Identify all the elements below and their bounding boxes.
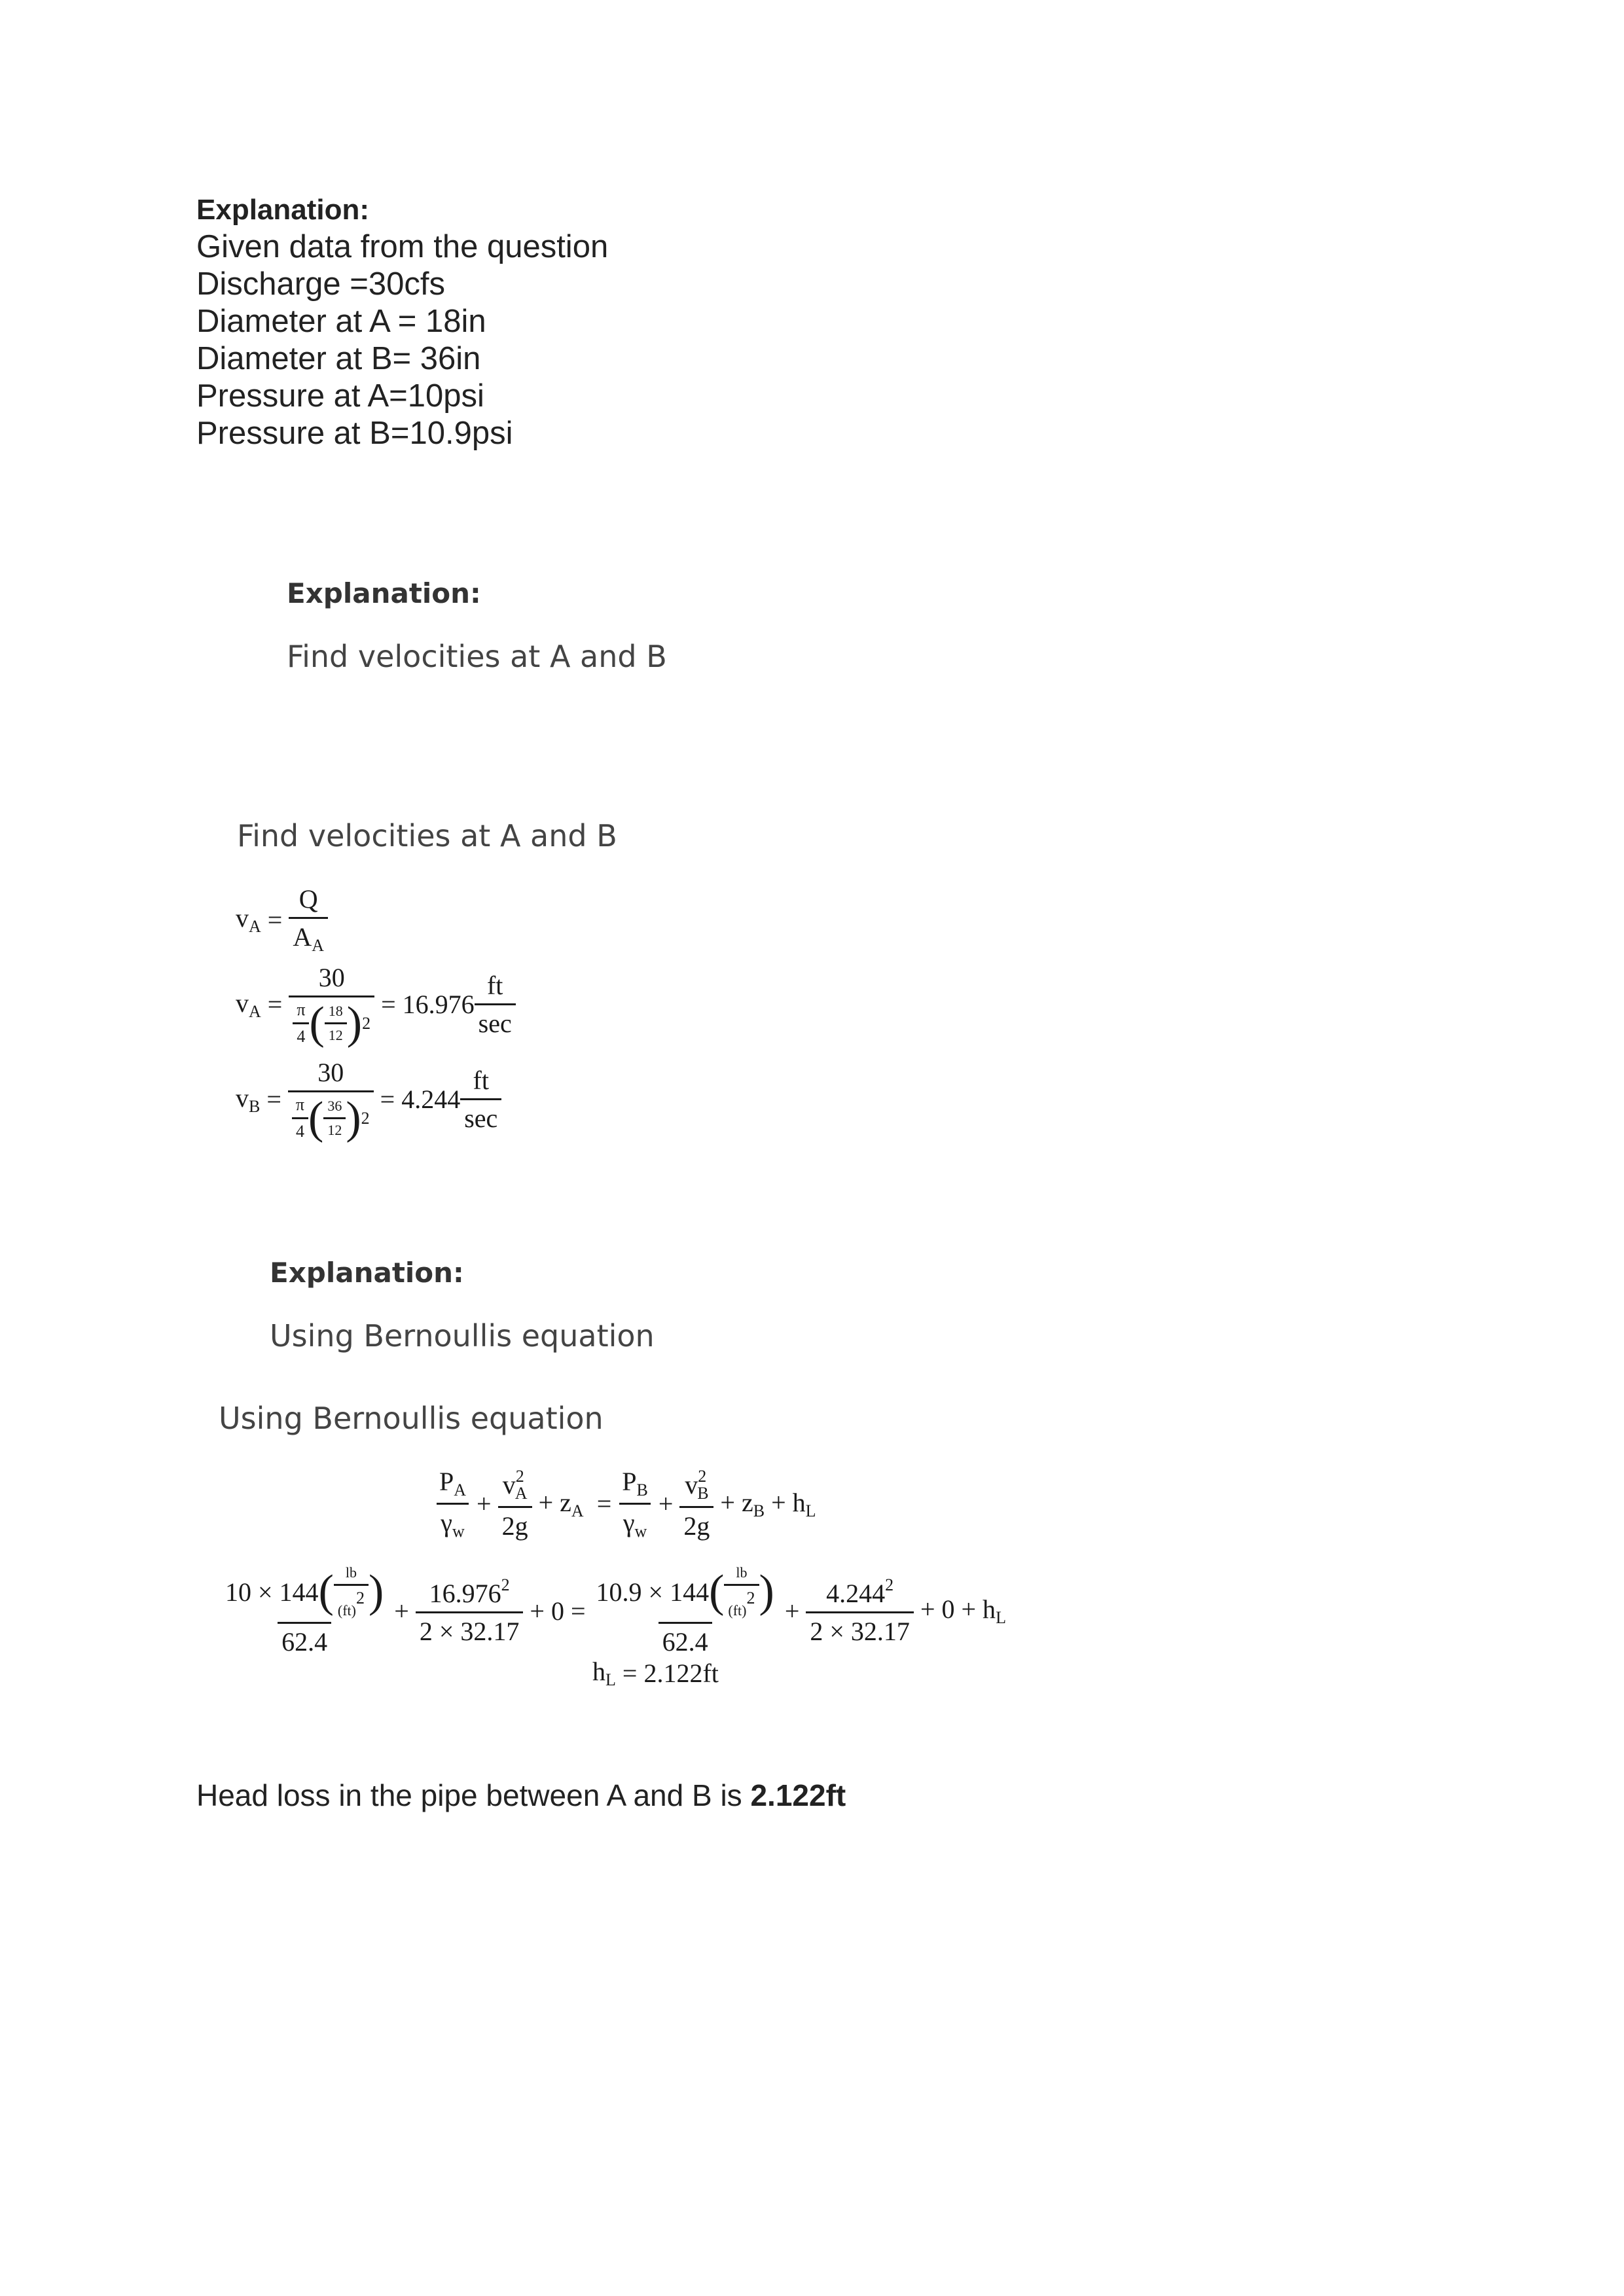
q-over-a: $\frac{Q}{A_A}$ [289,884,328,956]
vA-symbol: $v_A$ [236,903,261,936]
bernoulli-substituted: 10 × 144 ( $\frac{lb}{(ft)2}$ ) 62.4 + $\frac{16.976^2}{2 \times 32.17}$ + 0 = 10.9 × 144 ( $\frac{lb}{(ft)2}$ ) 62.4 + $\frac{4.244^2}{2 \times 32.17}$ + $0 + h_L$ [221,1564,1013,1657]
area-fraction-A: 30 $\frac{\pi}{4}$ ( $\frac{18}{12}$ ) 2 [289,962,374,1047]
velocity-head-A: $\frac{16.976^2}{2 \times 32.17}$ [416,1575,524,1647]
bernoulli-general: $\frac{P_A}{\gamma_w}$ + $\frac{v^2_A}{2g}$ + $z_A$ = $\frac{P_B}{\gamma_w}$ + $\frac{v^2_B}{2g}$ + $z_B + h_L$ [435,1466,823,1541]
vB-result: = 4.244 [380,1085,461,1114]
vB-symbol: $v_B$ [236,1083,261,1116]
shot2-heading: Explanation: [270,1257,464,1289]
pressure-head-A: 10 × 144 ( $\frac{lb}{(ft)2}$ ) 62.4 [225,1564,384,1657]
velocities-title: Find velocities at A and B [237,818,617,853]
area-fraction-B: 30 $\frac{\pi}{4}$ ( $\frac{36}{12}$ ) 2 [288,1057,374,1141]
eq-vA-def: $v_A$ = $\frac{Q}{A_A}$ [236,884,328,956]
pressure-head-B: 10.9 × 144 ( $\frac{lb}{(ft)2}$ ) 62.4 [596,1564,774,1657]
given-line: Discharge =30cfs [196,266,445,302]
vA-result: = 16.976 [381,990,475,1019]
vA-symbol: $v_A$ [236,988,261,1021]
shot2-text: Using Bernoullis equation [270,1318,655,1354]
velocity-head-B: $\frac{4.244^2}{2 \times 32.17}$ [806,1575,914,1647]
head-loss-result: $h_L$ = 2.122ft [592,1657,719,1689]
shot1-heading: Explanation: [287,577,481,609]
conclusion-value: 2.122ft [750,1778,846,1812]
conclusion-text: Head loss in the pipe between A and B is [196,1778,751,1812]
unit-ft-sec: $\frac{ft}{\sec}$ [475,970,516,1039]
given-line: Given data from the question [196,229,609,264]
section1 [196,191,608,452]
eq-vA-calc: $v_A$ = 30 $\frac{\pi}{4}$ ( $\frac{18}{12}$ ) 2 = 16.976 $\frac{ft}{\sec}$ [236,962,516,1047]
shot1-text: Find velocities at A and B [287,639,667,674]
unit-ft-sec: $\frac{ft}{\sec}$ [460,1065,501,1134]
given-line: Pressure at B=10.9psi [196,416,513,451]
bernoulli-title: Using Bernoullis equation [219,1401,604,1436]
given-line: Diameter at A = 18in [196,304,486,339]
section1-heading: Explanation: [196,194,370,226]
conclusion [196,1778,846,1813]
given-line: Pressure at A=10psi [196,378,484,414]
eq-vB-calc: $v_B$ = 30 $\frac{\pi}{4}$ ( $\frac{36}{12}$ ) 2 = 4.244 $\frac{ft}{\sec}$ [236,1057,501,1141]
given-line: Diameter at B= 36in [196,341,481,376]
